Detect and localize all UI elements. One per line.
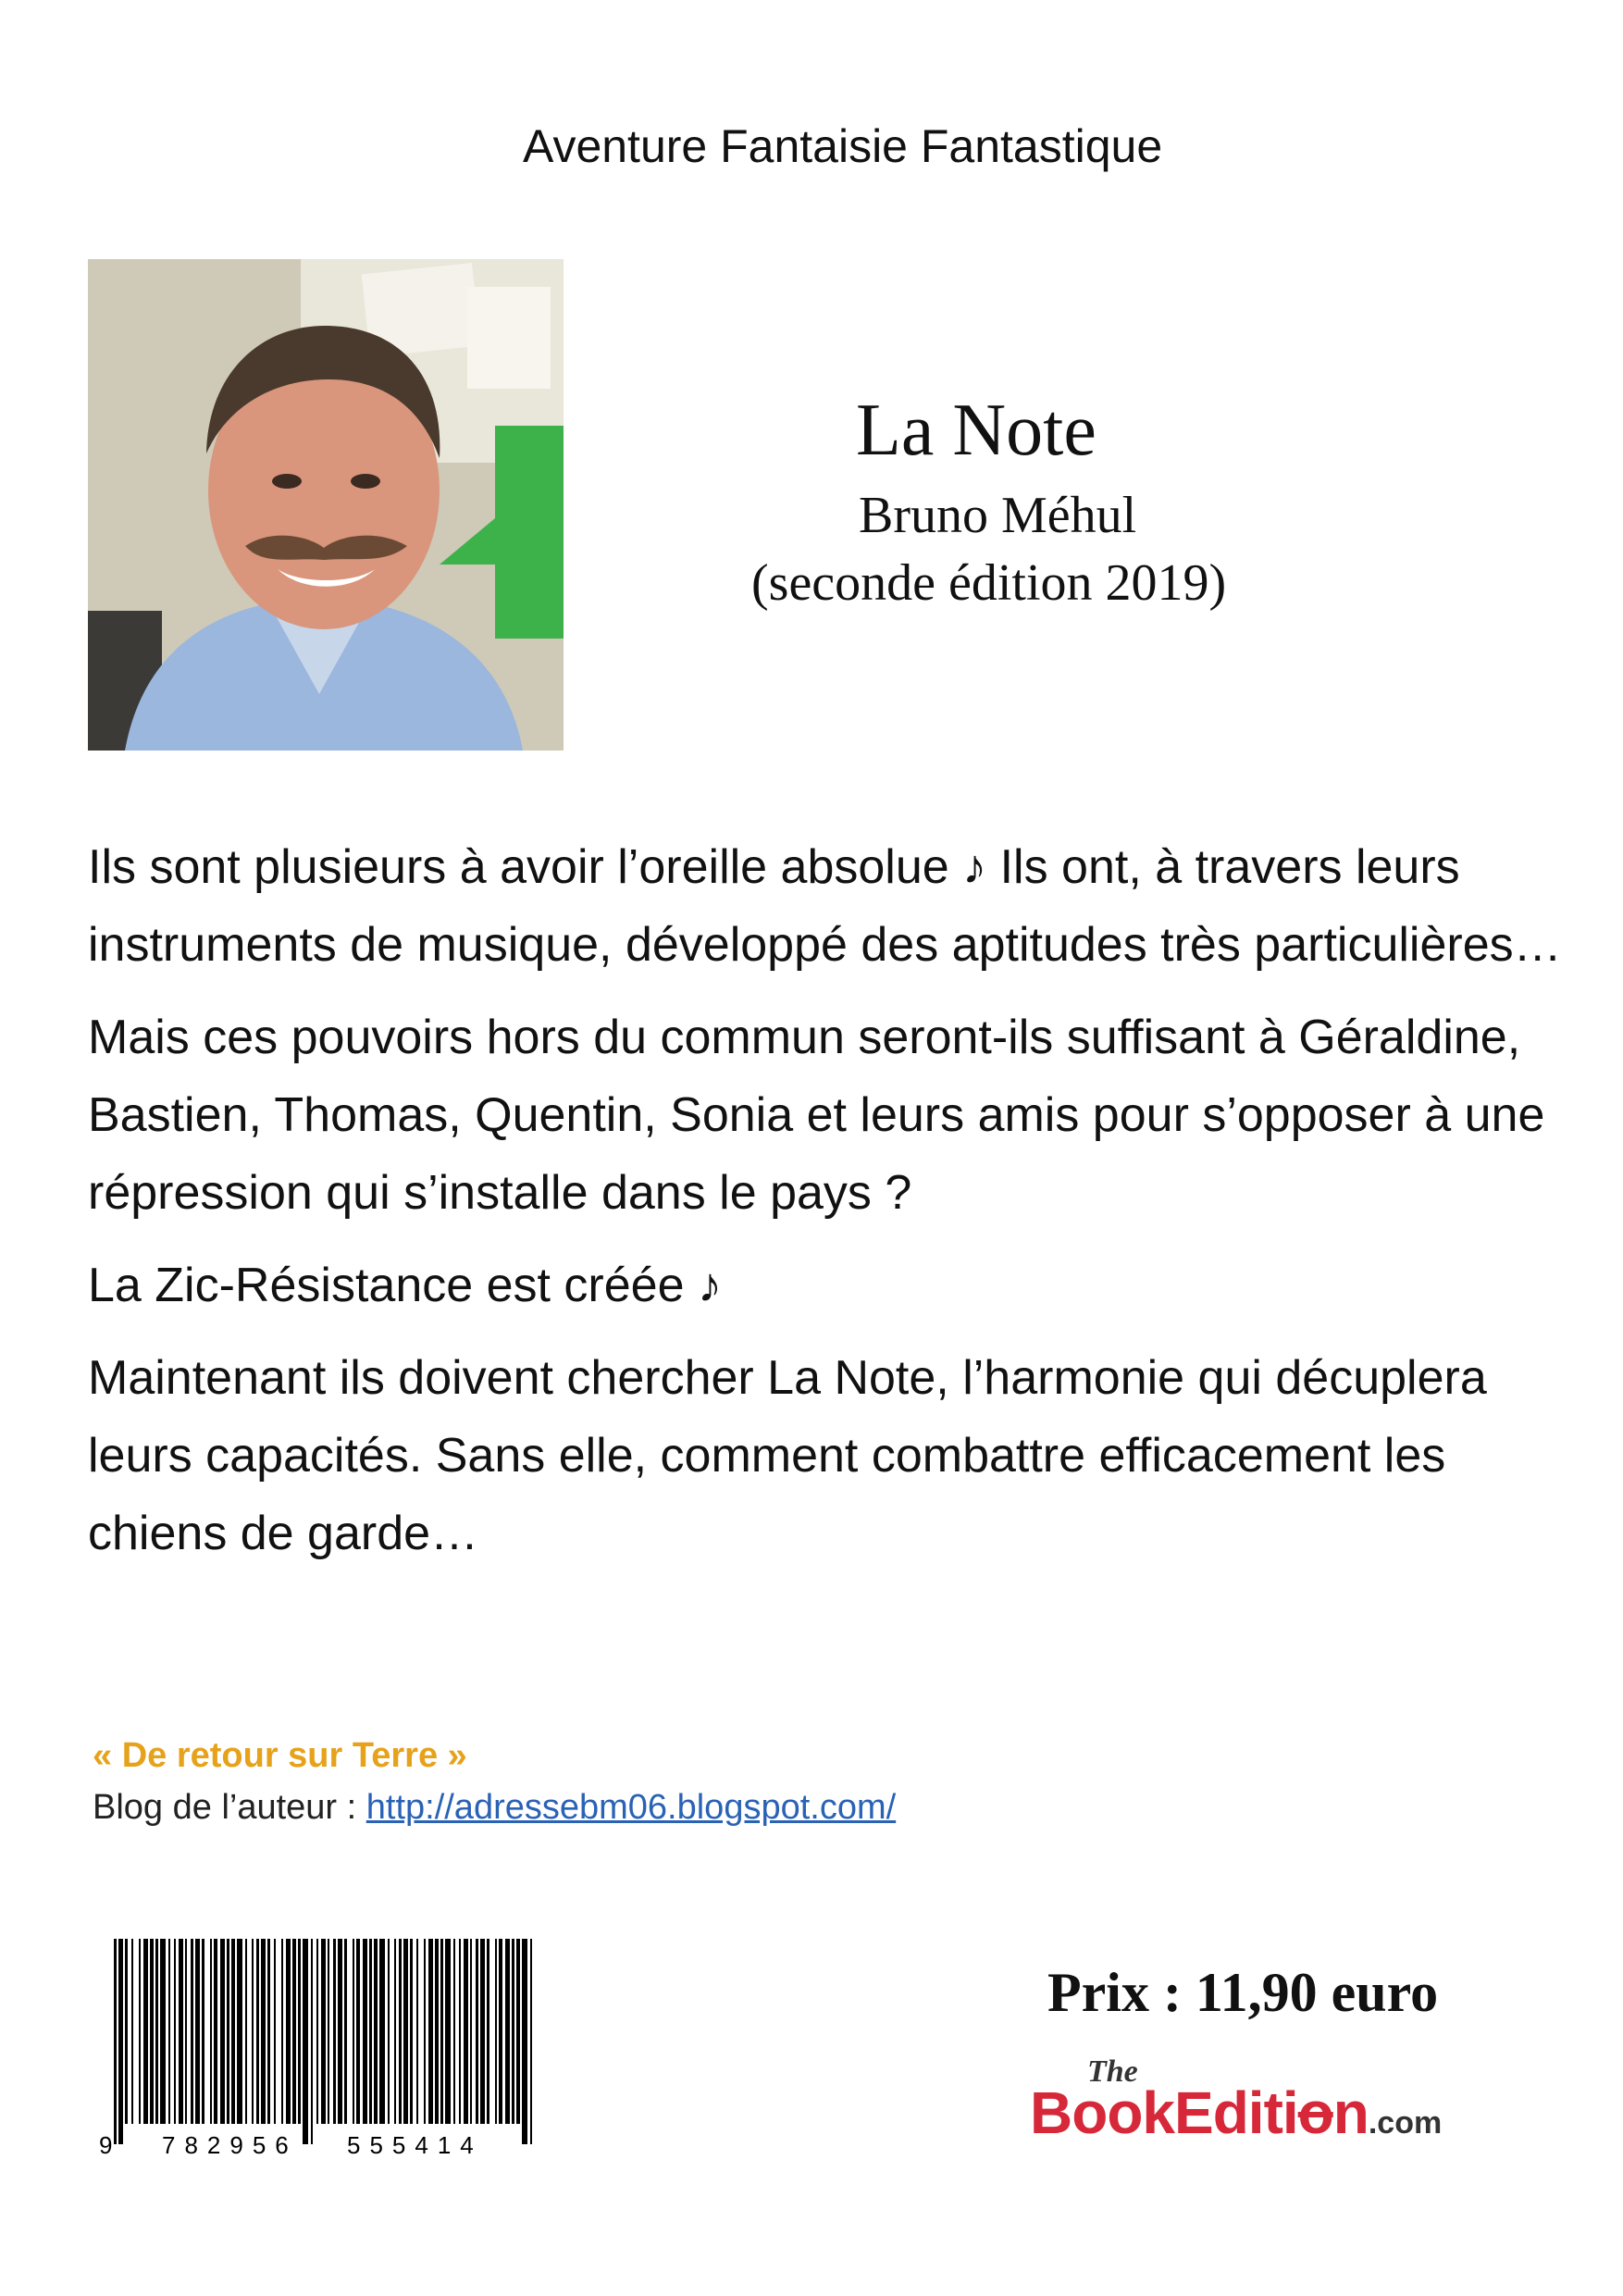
blog-name: « De retour sur Terre » [93,1736,467,1775]
description-paragraph: La Zic-Résistance est créée ♪ [88,1259,722,1312]
publisher-logo-the: The [1087,2054,1138,2089]
barcode-bar [155,1939,158,2124]
barcode-bar [114,1939,117,2144]
barcode-bar [227,1939,229,2124]
barcode-bar [428,1939,433,2124]
barcode-bar [522,1939,527,2144]
barcode-bar [445,1939,451,2124]
barcode-bar [487,1939,489,2124]
barcode-bar [220,1939,225,2124]
barcode-bar [191,1939,193,2124]
barcode-bar [399,1939,402,2124]
barcode-bar [440,1939,443,2124]
barcode-bar [424,1939,426,2124]
barcode-bar [321,1939,326,2124]
barcode-bar [495,1939,497,2124]
blog-label: Blog de l’auteur : [93,1788,366,1827]
barcode-bar [168,1939,170,2124]
barcode-bar [459,1939,461,2124]
barcode-bar [363,1939,367,2124]
barcode-bar [267,1939,270,2124]
description-paragraph: Mais ces pouvoirs hors du commun seront-ils suffisant à Géraldine, Bastien, Thomas, Quentin, Sonia et leurs amis pour s’opposer à une répression qui s’installe dans le pays ? [88,1011,1545,1220]
barcode-bar [379,1939,385,2124]
book-author: Bruno Méhul [859,487,1137,544]
barcode-bar [374,1939,378,2124]
barcode-bar [410,1939,413,2124]
barcode-bar [476,1939,478,2124]
barcode-digit-group: 555414 [347,2131,483,2159]
barcode-bar [516,1939,520,2124]
barcode-bar [416,1939,418,2124]
isbn-barcode [97,1939,560,2161]
barcode-bar [143,1939,148,2124]
barcode-bar [388,1939,390,2124]
barcode-bar [499,1939,502,2124]
barcode-bar [453,1939,455,2124]
barcode-bar [530,1939,532,2144]
barcode-bar [369,1939,372,2124]
barcode-bar [338,1939,342,2124]
barcode-bar [505,1939,510,2124]
publisher-logo-word: BookEditi [1030,2079,1298,2146]
barcode-bar [160,1939,166,2124]
barcode-bar [394,1939,396,2124]
barcode-bar [245,1939,247,2124]
barcode-bar [403,1939,408,2124]
publisher-logo-name [1030,2079,1442,2147]
barcode-bar [316,1939,318,2124]
barcode-bar [231,1939,235,2124]
barcode-bar [311,1939,313,2144]
description-paragraph: Ils sont plusieurs à avoir l’oreille absolue ♪ Ils ont, à travers leurs instruments de musique, développé des aptitudes très particulières… [88,840,1562,972]
book-description [88,828,1568,1587]
publisher-logo [1030,2054,1520,2156]
barcode-bar [470,1939,472,2124]
barcode-bar [286,1939,291,2124]
barcode-bar [118,1939,123,2144]
barcode-bar [139,1939,141,2124]
barcode-bar [150,1939,154,2124]
barcode-bar [179,1939,183,2124]
barcode-bar [512,1939,514,2124]
barcode-bar [328,1939,329,2124]
barcode-bar [174,1939,176,2124]
barcode-bar [125,1939,128,2124]
barcode-bar [435,1939,439,2124]
book-title: La Note [856,390,1096,471]
barcode-bar [202,1939,204,2124]
author-photo [88,259,564,751]
barcode-bar [281,1939,283,2124]
barcode-bar [256,1939,259,2124]
barcode-bar [333,1939,336,2124]
barcode-bar [274,1939,276,2124]
blog-line [93,1786,896,1829]
barcode-digit-group: 9 [99,2131,118,2159]
barcode-bar [353,1939,354,2124]
barcode-bar [237,1939,242,2124]
blog-link[interactable]: http://adressebm06.blogspot.com/ [365,1788,897,1827]
description-paragraph: Maintenant ils doivent chercher La Note, l’harmonie qui décuplera leurs capacités. Sans elle, comment combattre efficacement les chiens de garde… [88,1351,1487,1560]
barcode-digit-group: 782956 [162,2131,298,2159]
barcode-bar [298,1939,301,2124]
barcode-bar [344,1939,347,2124]
barcode-bar [480,1939,485,2124]
barcode-bar [131,1939,133,2124]
publisher-logo-slashed-o: o [1297,2079,1333,2146]
barcode-bar [292,1939,296,2124]
genre-heading: Aventure Fantaisie Fantastique [523,120,1163,172]
barcode-bar [464,1939,468,2124]
price: Prix : 11,90 euro [1047,1962,1439,2023]
barcode-bar [210,1939,212,2124]
publisher-logo-word-end: n [1332,2079,1369,2146]
barcode-bar [261,1939,266,2124]
barcode-bar [214,1939,217,2124]
barcode-bar [303,1939,308,2144]
book-edition: (seconde édition 2019) [751,554,1227,612]
barcode-bar [252,1939,254,2124]
barcode-bar [185,1939,187,2124]
barcode-bar [356,1939,360,2124]
publisher-logo-suffix: .com [1368,2105,1443,2141]
barcode-bar [195,1939,200,2124]
